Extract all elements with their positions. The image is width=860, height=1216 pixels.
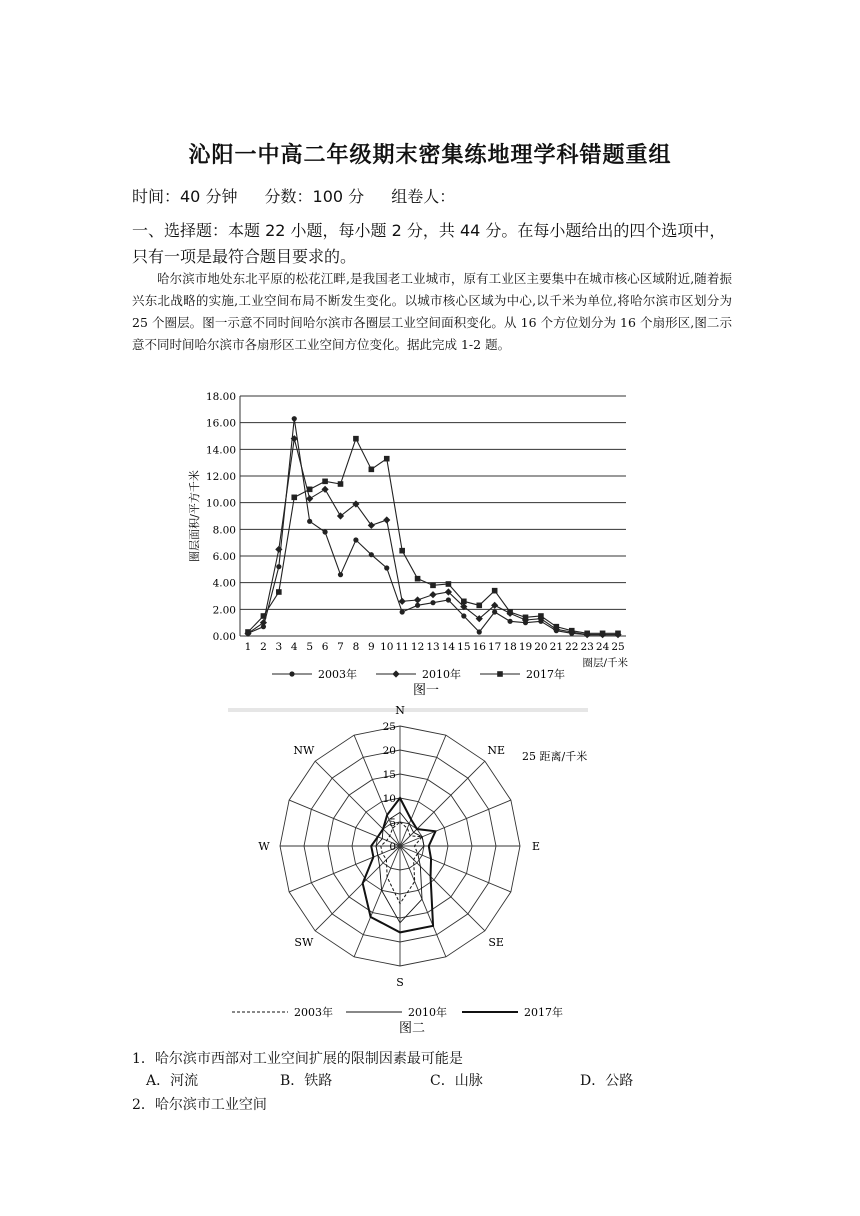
data-point	[369, 467, 375, 473]
option-b: B．铁路	[280, 1073, 333, 1089]
option-c: C．山脉	[430, 1073, 483, 1089]
data-point	[446, 597, 451, 602]
r-tick-label: 10	[382, 793, 396, 805]
y-tick-label: 16.00	[205, 417, 236, 430]
legend-label: 2017年	[526, 668, 565, 681]
x-tick-label: 3	[275, 641, 283, 653]
data-point	[353, 436, 359, 442]
data-point	[276, 564, 281, 569]
section-heading	[132, 218, 736, 270]
data-point	[399, 548, 405, 554]
exam-meta	[132, 184, 477, 207]
passage-text: 哈尔滨市地处东北平原的松花江畔,是我国老工业城市，原有工业区主要集中在城市核心区域附近,随着振兴东北战略的实施,工业空间布局不断发生变化。以城市核心区域为中心,以千米为单位,将哈尔滨市区划分为 25 个圈层。图一示意不同时间哈尔滨市各圈层工业空间面积变化。从 16 个方位划分为 16 个扇形区,图二示意不同时间哈尔滨市各扇形区工业空间方位变化。据此完成 1-2 题。	[132, 271, 732, 352]
data-point	[353, 537, 358, 542]
x-tick-label: 14	[441, 641, 456, 653]
direction-label-NE: NE	[487, 743, 505, 757]
figure-1-line-chart	[180, 382, 660, 702]
x-tick-label: 20	[534, 641, 548, 653]
data-point	[507, 609, 513, 615]
option-d: D．公路	[580, 1073, 634, 1089]
data-point	[307, 519, 312, 524]
radar-series-2017年	[363, 798, 436, 932]
legend-label: 2003年	[318, 668, 357, 681]
data-point	[569, 628, 575, 634]
y-tick-label: 4.00	[212, 577, 236, 590]
figure-1-caption: 图一	[412, 683, 440, 698]
y-tick-label: 10.00	[205, 497, 236, 510]
score-text: 分数：100 分	[264, 187, 365, 206]
x-tick-label: 21	[549, 641, 564, 653]
y-tick-label: 0.00	[212, 631, 236, 643]
data-point	[414, 596, 421, 603]
direction-label-S: S	[396, 976, 404, 989]
time-text: 时间：40 分钟	[132, 187, 238, 206]
data-point	[476, 603, 482, 609]
data-point	[322, 529, 327, 534]
r-tick-label: 5	[389, 817, 396, 829]
data-point	[338, 481, 344, 487]
data-point	[507, 619, 512, 624]
x-tick-label: 4	[290, 641, 298, 653]
data-point	[261, 613, 267, 619]
x-tick-label: 24	[595, 641, 610, 653]
data-point	[523, 615, 529, 621]
figure-2-radar-chart	[200, 700, 620, 1040]
x-tick-label: 17	[487, 641, 502, 653]
x-tick-label: 6	[321, 641, 329, 653]
r-axis-label: 25 距离/千米	[522, 750, 588, 763]
data-point	[322, 479, 328, 485]
data-point	[276, 589, 282, 595]
radar-spoke	[400, 846, 485, 931]
data-point	[338, 572, 343, 577]
direction-label-SE: SE	[488, 936, 504, 950]
data-point	[384, 456, 390, 462]
legend-label: 2010年	[408, 1006, 447, 1019]
x-tick-label: 18	[503, 641, 517, 653]
r-tick-label: 20	[382, 745, 396, 757]
data-point	[292, 416, 297, 421]
y-tick-label: 18.00	[205, 391, 236, 403]
x-tick-label: 11	[395, 641, 409, 653]
data-point	[415, 576, 421, 582]
figure-2-caption: 图二	[398, 1021, 426, 1036]
x-tick-label: 16	[472, 641, 486, 653]
direction-label-W: W	[258, 840, 270, 853]
data-point	[429, 591, 436, 598]
data-point	[321, 486, 328, 493]
data-point	[446, 581, 452, 587]
data-point	[260, 619, 267, 626]
data-point	[245, 629, 251, 635]
x-tick-label: 10	[380, 641, 394, 653]
y-tick-label: 8.00	[212, 524, 236, 537]
legend-marker	[289, 671, 294, 676]
y-tick-label: 14.00	[205, 444, 236, 457]
data-point	[307, 487, 313, 493]
data-point	[477, 629, 482, 634]
x-tick-label: 5	[306, 641, 314, 653]
x-tick-label: 25	[611, 641, 625, 653]
data-point	[492, 609, 497, 614]
scan-strip	[228, 708, 588, 712]
x-tick-label: 23	[580, 641, 594, 653]
data-point	[538, 613, 544, 619]
legend-marker	[497, 671, 503, 677]
direction-label-E: E	[531, 840, 541, 853]
x-tick-label: 22	[565, 641, 579, 653]
data-point	[369, 552, 374, 557]
r-tick-label: 25	[382, 721, 396, 733]
exam-title: 沁阳一中高二年级期末密集练地理学科错题重组	[188, 143, 672, 168]
section-line-2: 只有一项是最符合题目要求的。	[132, 247, 357, 266]
data-point	[600, 631, 606, 637]
direction-label-SW: SW	[294, 936, 314, 950]
x-tick-label: 8	[352, 641, 360, 653]
data-point	[368, 522, 375, 529]
legend-label: 2017年	[524, 1006, 563, 1019]
x-tick-label: 9	[367, 641, 375, 653]
legend-label: 2010年	[422, 668, 461, 681]
option-a: A．河流	[146, 1073, 199, 1089]
y-tick-label: 2.00	[212, 604, 236, 617]
direction-label-NW: NW	[293, 743, 315, 757]
x-axis-label: 圈层/千米	[582, 657, 628, 669]
x-tick-label: 13	[426, 641, 440, 653]
x-tick-label: 15	[457, 641, 471, 653]
data-point	[430, 583, 436, 589]
question-1: 1．哈尔滨市西部对工业空间扩展的限制因素最可能是	[132, 1051, 463, 1067]
direction-label-N: N	[395, 704, 405, 717]
x-tick-label: 12	[410, 641, 425, 653]
y-axis-label: 圈层面积/平方千米	[188, 470, 201, 562]
x-tick-label: 2	[260, 641, 267, 653]
data-point	[400, 609, 405, 614]
radar-spoke	[400, 761, 485, 846]
data-point	[383, 516, 390, 523]
x-tick-label: 19	[518, 641, 533, 653]
series-2010年	[244, 435, 621, 638]
radar-spoke	[315, 846, 400, 931]
data-point	[615, 631, 621, 637]
data-point	[291, 495, 297, 501]
data-point	[430, 600, 435, 605]
r-tick-label: 15	[382, 769, 396, 781]
data-point	[461, 613, 466, 618]
section-line-1: 一、选择题：本题 22 小题，每小题 2 分，共 44 分。在每小题给出的四个选项中，	[132, 221, 726, 240]
legend-marker	[392, 670, 399, 677]
data-point	[492, 588, 498, 594]
author-text: 组卷人：	[391, 187, 456, 206]
data-point	[584, 631, 590, 637]
data-point	[461, 599, 467, 605]
r-tick-label: 0	[389, 841, 396, 853]
legend-label: 2003年	[294, 1006, 333, 1019]
question-2: 2．哈尔滨市工业空间	[132, 1097, 267, 1113]
x-tick-label: 7	[337, 641, 344, 653]
data-point	[554, 624, 560, 630]
x-tick-label: 1	[244, 641, 252, 653]
y-tick-label: 6.00	[212, 551, 236, 563]
y-tick-label: 12.00	[205, 471, 236, 483]
data-point	[384, 565, 389, 570]
